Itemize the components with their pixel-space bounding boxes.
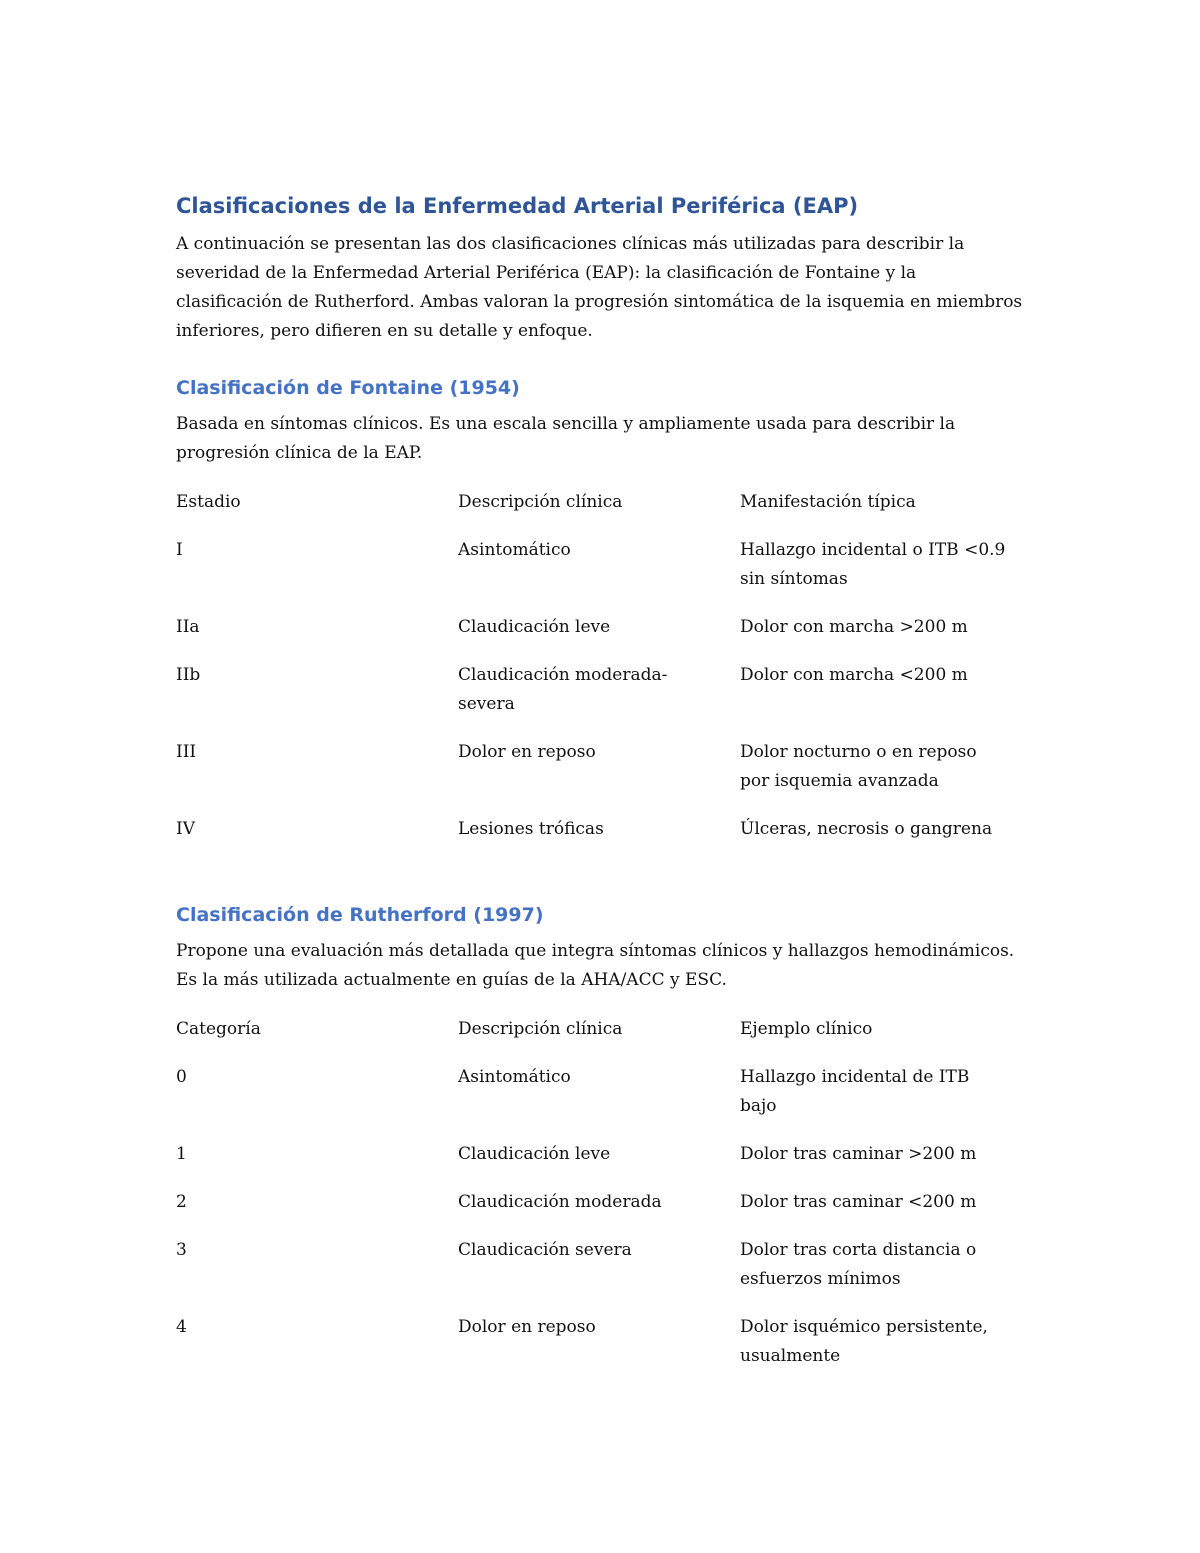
example-cell: Dolor tras corta distancia o esfuerzos mínimos <box>740 1240 977 1289</box>
column-header-description: Descripción clínica <box>458 492 623 512</box>
category-cell: 3 <box>176 1240 187 1260</box>
manifestation-cell: Dolor nocturno o en reposo por isquemia avanzada <box>740 742 977 791</box>
description-cell: Lesiones tróficas <box>458 819 604 839</box>
stage-cell: III <box>176 742 197 762</box>
description-cell: Asintomático <box>458 540 571 560</box>
description-cell: Claudicación leve <box>458 1144 611 1164</box>
manifestation-cell: Dolor con marcha >200 m <box>740 617 968 637</box>
fontaine-description: Basada en síntomas clínicos. Es una escala sencilla y ampliamente usada para describir la progresión clínica de la EAP. <box>176 414 956 463</box>
example-cell: Hallazgo incidental de ITB bajo <box>740 1067 970 1116</box>
column-header-manifestation: Manifestación típica <box>740 492 916 512</box>
table-row <box>176 1188 1026 1236</box>
table-row <box>176 1140 1026 1188</box>
category-cell: 4 <box>176 1317 187 1337</box>
example-cell: Dolor tras caminar <200 m <box>740 1192 977 1212</box>
rutherford-description: Propone una evaluación más detallada que integra síntomas clínicos y hallazgos hemodinámicos. Es la más utilizada actualmente en guías de la AHA/ACC y ESC. <box>176 941 1015 990</box>
column-header-category: Categoría <box>176 1019 261 1039</box>
stage-cell: IIa <box>176 617 200 637</box>
rutherford-heading: Clasificación de Rutherford (1997) <box>176 904 544 926</box>
category-cell: 1 <box>176 1144 187 1164</box>
stage-cell: IV <box>176 819 195 839</box>
document-page <box>176 190 1026 1390</box>
table-row <box>176 738 1026 815</box>
intro-paragraph: A continuación se presentan las dos clasificaciones clínicas más utilizadas para describir la severidad de la Enfermedad Arterial Periférica (EAP): la clasificación de Fontaine y la clasificación de Rutherford. Ambas valoran la progresión sintomática de la isquemia en miembros inferiores, pero difieren en su detalle y enfoque. <box>176 234 1023 341</box>
description-cell: Claudicación leve <box>458 617 611 637</box>
rutherford-table <box>176 1015 1026 1390</box>
category-cell: 0 <box>176 1067 187 1087</box>
table-row <box>176 613 1026 661</box>
description-cell: Dolor en reposo <box>458 1317 596 1337</box>
column-header-example: Ejemplo clínico <box>740 1019 873 1039</box>
table-row <box>176 661 1026 738</box>
description-cell: Dolor en reposo <box>458 742 596 762</box>
table-row <box>176 536 1026 613</box>
fontaine-table <box>176 488 1026 863</box>
document-title: Clasificaciones de la Enfermedad Arterial Periférica (EAP) <box>176 194 859 218</box>
manifestation-cell: Dolor con marcha <200 m <box>740 665 968 685</box>
description-cell: Claudicación moderada <box>458 1192 662 1212</box>
column-header-stage: Estadio <box>176 492 241 512</box>
table-header-row <box>176 488 1026 536</box>
column-header-description: Descripción clínica <box>458 1019 623 1039</box>
category-cell: 2 <box>176 1192 187 1212</box>
stage-cell: I <box>176 540 183 560</box>
description-cell: Asintomático <box>458 1067 571 1087</box>
table-row <box>176 1236 1026 1313</box>
manifestation-cell: Hallazgo incidental o ITB <0.9 sin síntomas <box>740 540 1006 589</box>
example-cell: Dolor tras caminar >200 m <box>740 1144 977 1164</box>
description-cell: Claudicación severa <box>458 1240 632 1260</box>
stage-cell: IIb <box>176 665 201 685</box>
table-row <box>176 815 1026 863</box>
table-row <box>176 1063 1026 1140</box>
description-cell: Claudicación moderada-severa <box>458 665 668 714</box>
table-row <box>176 1313 1026 1390</box>
example-cell: Dolor isquémico persistente, usualmente <box>740 1317 988 1366</box>
table-header-row <box>176 1015 1026 1063</box>
fontaine-heading: Clasificación de Fontaine (1954) <box>176 377 520 399</box>
manifestation-cell: Úlceras, necrosis o gangrena <box>740 819 993 839</box>
